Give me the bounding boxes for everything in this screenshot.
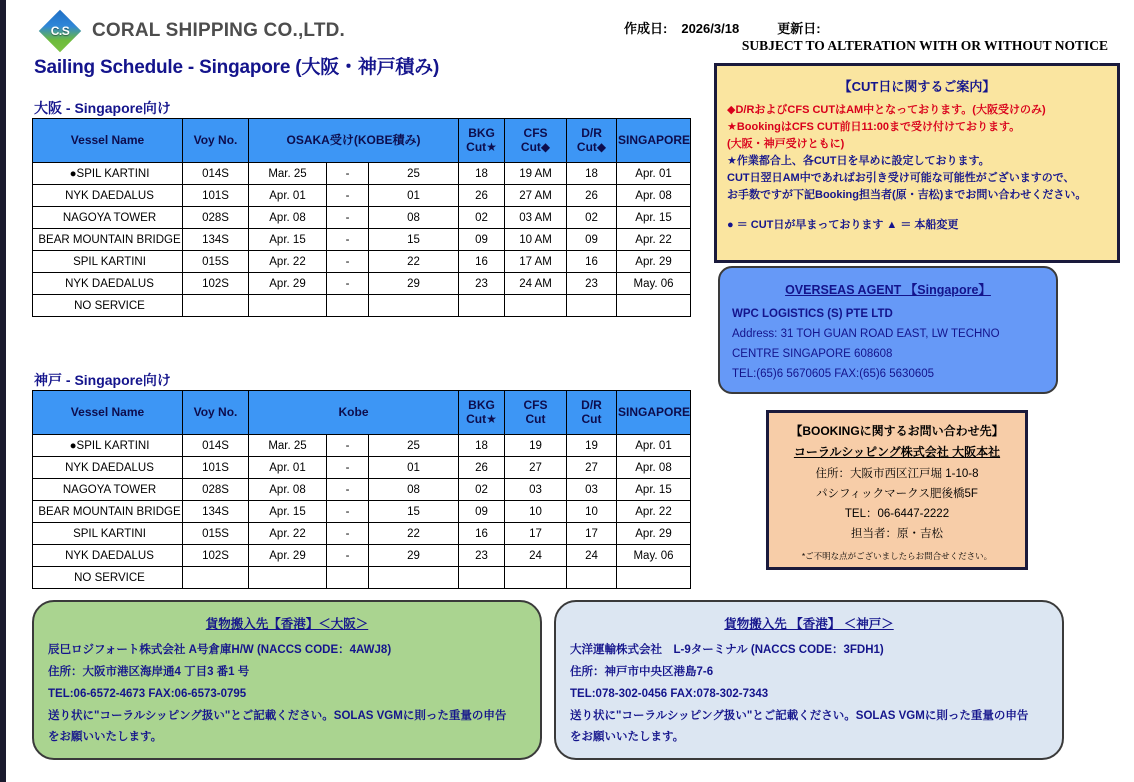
- col-vessel-name: Vessel Name: [33, 391, 183, 435]
- cell-voy-no: [183, 295, 249, 317]
- cell-date-3: 15: [369, 501, 459, 523]
- cut-notice-line-6: お手数ですが下記Booking担当者(原・吉松)までお問い合わせください。: [727, 189, 1087, 202]
- table-row: [33, 501, 691, 523]
- cell-vessel-name: SPIL KARTINI: [33, 251, 183, 273]
- table-row: [33, 457, 691, 479]
- cell-cfs-cut: 27 AM: [505, 185, 567, 207]
- kobe-warehouse-title: 貨物搬入先 【香港】 ＜神戸＞: [724, 617, 894, 631]
- osaka-warehouse-line-4: 送り状に"コーラルシッピング扱い"とご記載ください。SOLAS VGMに則った重量の申告: [48, 709, 507, 722]
- cell-dr-cut: 18: [567, 163, 617, 185]
- brand-header: [38, 16, 345, 46]
- cell-cfs-cut: 24: [505, 545, 567, 567]
- col-destination: SINGAPORE: [617, 119, 691, 163]
- col-kobe-receive: Kobe: [249, 391, 459, 435]
- document-dates: [584, 18, 1104, 37]
- cell-date-2: -: [327, 207, 369, 229]
- cut-notice-line-2: ★BookingはCFS CUT前日11:00まで受け付けております。: [727, 121, 1021, 134]
- cell-vessel-name: ●SPIL KARTINI: [33, 163, 183, 185]
- cut-notice-line-1: ◆D/RおよびCFS CUTはAM中となっております。(大阪受けのみ): [727, 104, 1046, 116]
- cell-date-2: -: [327, 523, 369, 545]
- cell-date-3: 01: [369, 457, 459, 479]
- cell-cfs-cut: 17 AM: [505, 251, 567, 273]
- cell-voy-no: [183, 567, 249, 589]
- col-voy-no: Voy No.: [183, 391, 249, 435]
- cell-cfs-cut: [505, 567, 567, 589]
- cell-date-1: Apr. 08: [249, 479, 327, 501]
- cell-destination: Apr. 22: [617, 501, 691, 523]
- cell-vessel-name: BEAR MOUNTAIN BRIDGE: [33, 501, 183, 523]
- cut-notice-line-3: (大阪・神戸受けともに): [727, 138, 845, 151]
- cell-bkg-cut: [459, 295, 505, 317]
- col-bkg-cut-line2: Cut★: [466, 411, 497, 426]
- cell-dr-cut: 23: [567, 273, 617, 295]
- cut-notice-title: 【CUT日に関するご案内】: [838, 79, 996, 94]
- cell-cfs-cut: 19: [505, 435, 567, 457]
- cell-date-3: 25: [369, 163, 459, 185]
- kobe-warehouse-line-4: 送り状に"コーラルシッピング扱い"とご記載ください。SOLAS VGMに則った重量の申告: [570, 709, 1029, 722]
- cell-vessel-name: NAGOYA TOWER: [33, 479, 183, 501]
- col-bkg-cut-line2: Cut★: [466, 139, 497, 154]
- cut-notice-line-4: ★作業都合上、各CUT日を早めに設定しております。: [727, 155, 990, 168]
- osaka-warehouse-title: 貨物搬入先【香港】＜大阪＞: [205, 617, 369, 631]
- cell-date-3: [369, 567, 459, 589]
- cell-destination: Apr. 15: [617, 479, 691, 501]
- cell-date-3: 08: [369, 479, 459, 501]
- cell-date-1: Apr. 08: [249, 207, 327, 229]
- cell-date-1: Apr. 15: [249, 501, 327, 523]
- cell-cfs-cut: 03: [505, 479, 567, 501]
- col-cfs-cut-line1: CFS: [523, 397, 548, 412]
- cell-date-3: 25: [369, 435, 459, 457]
- col-voy-no: Voy No.: [183, 119, 249, 163]
- cell-bkg-cut: 16: [459, 523, 505, 545]
- cell-destination: Apr. 29: [617, 523, 691, 545]
- cell-voy-no: 014S: [183, 435, 249, 457]
- cell-date-1: [249, 295, 327, 317]
- kobe-warehouse-line-2: 住所：神戸市中央区港島7-6: [570, 665, 714, 678]
- table-row: [33, 185, 691, 207]
- cell-date-1: Apr. 01: [249, 185, 327, 207]
- cell-vessel-name: NAGOYA TOWER: [33, 207, 183, 229]
- booking-person: 担当者：原・吉松: [851, 528, 943, 541]
- cell-voy-no: 014S: [183, 163, 249, 185]
- cell-date-2: -: [327, 163, 369, 185]
- cell-date-1: Apr. 15: [249, 229, 327, 251]
- cell-date-1: Mar. 25: [249, 435, 327, 457]
- created-value: 2026/3/18: [681, 21, 740, 36]
- cell-cfs-cut: 10 AM: [505, 229, 567, 251]
- cell-dr-cut: 02: [567, 207, 617, 229]
- cell-date-1: Apr. 22: [249, 523, 327, 545]
- cell-vessel-name: BEAR MOUNTAIN BRIDGE: [33, 229, 183, 251]
- alteration-notice: SUBJECT TO ALTERATION WITH OR WITHOUT NOTICE: [741, 38, 1108, 53]
- col-cfs-cut: [505, 391, 567, 435]
- cell-date-2: [327, 567, 369, 589]
- col-bkg-cut-line1: BKG: [468, 397, 495, 412]
- cell-date-3: 08: [369, 207, 459, 229]
- created-label: 作成日:: [624, 21, 668, 36]
- cell-bkg-cut: 23: [459, 545, 505, 567]
- cell-cfs-cut: 24 AM: [505, 273, 567, 295]
- cell-vessel-name: NYK DAEDALUS: [33, 185, 183, 207]
- booking-address-1: 住所：大阪市西区江戸堀 1-10-8: [815, 468, 979, 480]
- osaka-table-body: [33, 163, 691, 317]
- kobe-warehouse-line-5: をお願いいたします。: [570, 731, 685, 744]
- cell-dr-cut: 09: [567, 229, 617, 251]
- osaka-schedule-table: [32, 118, 691, 317]
- cell-bkg-cut: 18: [459, 163, 505, 185]
- cut-date-notice-panel: [714, 63, 1120, 263]
- col-dr-cut-line2: Cut: [581, 411, 602, 426]
- osaka-warehouse-line-5: をお願いいたします。: [48, 731, 163, 744]
- cell-voy-no: 101S: [183, 185, 249, 207]
- cell-date-1: [249, 567, 327, 589]
- col-dr-cut-line1: D/R: [581, 125, 602, 140]
- cell-vessel-name: NYK DAEDALUS: [33, 545, 183, 567]
- table-row: [33, 523, 691, 545]
- col-cfs-cut: [505, 119, 567, 163]
- overseas-agent-name: WPC LOGISTICS (S) PTE LTD: [732, 308, 893, 320]
- cell-voy-no: 134S: [183, 501, 249, 523]
- col-cfs-cut-line1: CFS: [523, 125, 548, 140]
- table-row: [33, 567, 691, 589]
- cell-date-2: -: [327, 251, 369, 273]
- overseas-agent-contact: TEL:(65)6 5670605 FAX:(65)6 5630605: [732, 368, 935, 381]
- cell-destination: [617, 295, 691, 317]
- cell-destination: Apr. 29: [617, 251, 691, 273]
- overseas-agent-panel: [718, 266, 1058, 394]
- cell-bkg-cut: 16: [459, 251, 505, 273]
- cell-date-3: [369, 295, 459, 317]
- cell-cfs-cut: 10: [505, 501, 567, 523]
- col-dr-cut: [567, 391, 617, 435]
- cell-date-1: Apr. 01: [249, 457, 327, 479]
- cell-bkg-cut: 26: [459, 185, 505, 207]
- cell-date-3: 22: [369, 251, 459, 273]
- cell-destination: Apr. 15: [617, 207, 691, 229]
- cell-date-3: 01: [369, 185, 459, 207]
- cell-bkg-cut: 18: [459, 435, 505, 457]
- osaka-warehouse-line-2: 住所：大阪市港区海岸通4 丁目3 番1 号: [48, 665, 250, 678]
- overseas-agent-address-2: CENTRE SINGAPORE 608608: [732, 348, 893, 361]
- col-osaka-receive: OSAKA受け(KOBE積み): [249, 119, 459, 163]
- cell-vessel-name: NO SERVICE: [33, 567, 183, 589]
- cell-bkg-cut: 23: [459, 273, 505, 295]
- cell-date-2: -: [327, 479, 369, 501]
- table-header-row: [33, 391, 691, 435]
- cell-dr-cut: 16: [567, 251, 617, 273]
- cell-date-1: Apr. 22: [249, 251, 327, 273]
- cell-destination: Apr. 01: [617, 435, 691, 457]
- cell-dr-cut: 27: [567, 457, 617, 479]
- booking-note: *ご不明な点がございましたらお問合せください。: [801, 550, 993, 561]
- cell-date-2: -: [327, 457, 369, 479]
- company-name: CORAL SHIPPING CO.,LTD.: [92, 20, 346, 41]
- cell-date-2: -: [327, 501, 369, 523]
- cell-date-1: Mar. 25: [249, 163, 327, 185]
- cut-notice-legend: ● ＝ CUT日が早まっております ▲ ＝ 本船変更: [727, 219, 959, 232]
- cell-dr-cut: 19: [567, 435, 617, 457]
- cell-voy-no: 015S: [183, 523, 249, 545]
- cell-date-3: 15: [369, 229, 459, 251]
- booking-company: コーラルシッピング株式会社 大阪本社: [793, 445, 1001, 459]
- cell-date-2: -: [327, 185, 369, 207]
- cell-cfs-cut: 03 AM: [505, 207, 567, 229]
- kobe-section-title: 神戸 - Singapore向け: [34, 372, 171, 388]
- table-row: [33, 207, 691, 229]
- kobe-warehouse-line-3: TEL:078-302-0456 FAX:078-302-7343: [570, 687, 769, 700]
- cell-voy-no: 102S: [183, 273, 249, 295]
- col-cfs-cut-line2: Cut◆: [520, 139, 551, 154]
- cell-destination: May. 06: [617, 273, 691, 295]
- cell-dr-cut: 26: [567, 185, 617, 207]
- logo-text: C.S: [50, 24, 70, 38]
- cut-notice-line-5: CUT日翌日AM中であればお引き受け可能な可能性がございますので、: [727, 172, 1075, 185]
- cell-date-2: -: [327, 435, 369, 457]
- cell-bkg-cut: 09: [459, 229, 505, 251]
- col-bkg-cut: [459, 119, 505, 163]
- table-row: [33, 273, 691, 295]
- col-dr-cut-line2: Cut◆: [576, 139, 607, 154]
- col-bkg-cut: [459, 391, 505, 435]
- kobe-table-body: [33, 435, 691, 589]
- overseas-agent-title: OVERSEAS AGENT 【Singapore】: [785, 283, 991, 297]
- osaka-section-title: 大阪 - Singapore向け: [34, 100, 171, 116]
- page-title: Sailing Schedule - Singapore (大阪・神戸積み): [34, 57, 440, 78]
- col-dr-cut-line1: D/R: [581, 397, 602, 412]
- kobe-warehouse-line-1: 大洋運輸株式会社 L-9ターミナル (NACCS CODE：3FDH1): [570, 644, 884, 656]
- cell-destination: Apr. 01: [617, 163, 691, 185]
- cell-bkg-cut: 02: [459, 479, 505, 501]
- cell-cfs-cut: [505, 295, 567, 317]
- cell-voy-no: 102S: [183, 545, 249, 567]
- cell-voy-no: 134S: [183, 229, 249, 251]
- cell-destination: May. 06: [617, 545, 691, 567]
- cell-voy-no: 028S: [183, 207, 249, 229]
- table-row: [33, 545, 691, 567]
- cell-date-3: 22: [369, 523, 459, 545]
- cell-date-3: 29: [369, 545, 459, 567]
- table-row: [33, 163, 691, 185]
- cell-destination: [617, 567, 691, 589]
- coral-shipping-logo-icon: [38, 16, 82, 46]
- cell-date-2: [327, 295, 369, 317]
- cell-cfs-cut: 27: [505, 457, 567, 479]
- col-cfs-cut-line2: Cut: [525, 411, 546, 426]
- cell-voy-no: 015S: [183, 251, 249, 273]
- cell-voy-no: 101S: [183, 457, 249, 479]
- cell-destination: Apr. 08: [617, 457, 691, 479]
- cell-date-2: -: [327, 545, 369, 567]
- table-row: [33, 435, 691, 457]
- cell-vessel-name: NYK DAEDALUS: [33, 273, 183, 295]
- booking-tel: TEL：06-6447-2222: [844, 508, 950, 521]
- booking-address-2: パシフィックマークス肥後橋5F: [816, 488, 978, 501]
- cell-date-1: Apr. 29: [249, 545, 327, 567]
- cell-date-3: 29: [369, 273, 459, 295]
- col-bkg-cut-line1: BKG: [468, 125, 495, 140]
- cell-cfs-cut: 17: [505, 523, 567, 545]
- cell-bkg-cut: 09: [459, 501, 505, 523]
- osaka-warehouse-line-1: 辰巳ロジフォート株式会社 A号倉庫H/W (NACCS CODE：4AWJ8): [48, 644, 392, 656]
- osaka-warehouse-panel: [32, 600, 542, 760]
- kobe-schedule-table: [32, 390, 691, 589]
- cell-vessel-name: NO SERVICE: [33, 295, 183, 317]
- table-header-row: [33, 119, 691, 163]
- cell-date-2: -: [327, 273, 369, 295]
- updated-label: 更新日:: [777, 21, 821, 36]
- cell-vessel-name: NYK DAEDALUS: [33, 457, 183, 479]
- cell-cfs-cut: 19 AM: [505, 163, 567, 185]
- booking-title: 【BOOKINGに関するお問い合わせ先】: [790, 424, 1004, 438]
- cell-date-1: Apr. 29: [249, 273, 327, 295]
- cell-dr-cut: 03: [567, 479, 617, 501]
- cell-destination: Apr. 08: [617, 185, 691, 207]
- cell-dr-cut: [567, 295, 617, 317]
- cell-dr-cut: [567, 567, 617, 589]
- table-row: [33, 479, 691, 501]
- cell-vessel-name: SPIL KARTINI: [33, 523, 183, 545]
- cell-dr-cut: 10: [567, 501, 617, 523]
- col-dr-cut: [567, 119, 617, 163]
- col-vessel-name: Vessel Name: [33, 119, 183, 163]
- col-destination: SINGAPORE: [617, 391, 691, 435]
- booking-contact-panel: [766, 410, 1028, 570]
- cell-vessel-name: ●SPIL KARTINI: [33, 435, 183, 457]
- cell-bkg-cut: 26: [459, 457, 505, 479]
- cell-date-2: -: [327, 229, 369, 251]
- table-row: [33, 229, 691, 251]
- cell-bkg-cut: [459, 567, 505, 589]
- osaka-warehouse-line-3: TEL:06-6572-4673 FAX:06-6573-0795: [48, 687, 247, 700]
- table-row: [33, 251, 691, 273]
- kobe-warehouse-panel: [554, 600, 1064, 760]
- cell-destination: Apr. 22: [617, 229, 691, 251]
- cell-voy-no: 028S: [183, 479, 249, 501]
- cell-dr-cut: 24: [567, 545, 617, 567]
- cell-dr-cut: 17: [567, 523, 617, 545]
- overseas-agent-address-1: Address: 31 TOH GUAN ROAD EAST, LW TECHNO: [732, 328, 1000, 341]
- cell-bkg-cut: 02: [459, 207, 505, 229]
- table-row: [33, 295, 691, 317]
